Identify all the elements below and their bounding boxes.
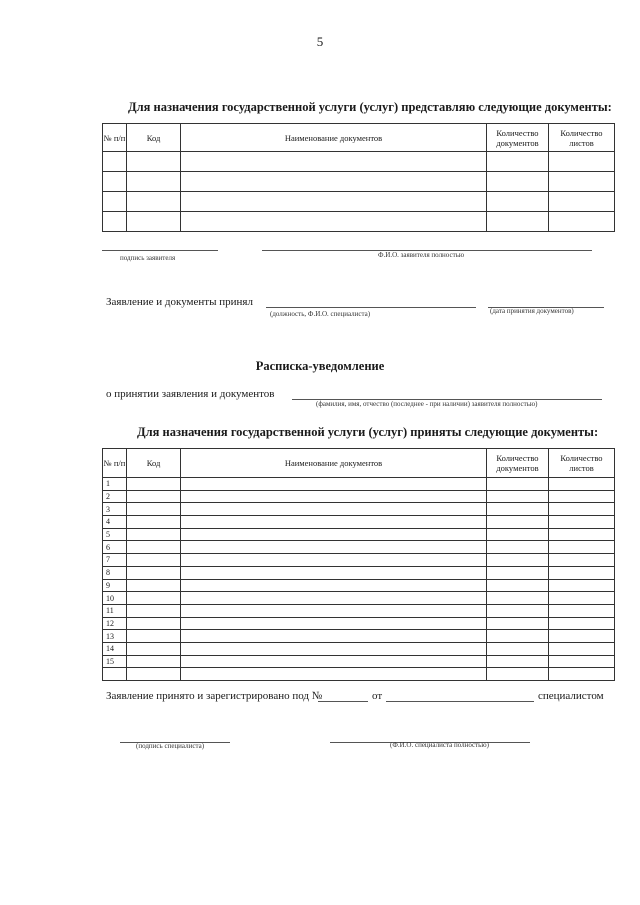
col-number-header: № п/п <box>103 449 127 478</box>
sheet-count-cell <box>549 152 615 172</box>
sheet-count-cell <box>549 541 615 554</box>
code-cell <box>127 192 181 212</box>
name-cell <box>181 617 487 630</box>
col-name-header: Наименование документов <box>181 449 487 478</box>
col-doc-count-header: Количество документов <box>487 449 549 478</box>
doc-count-cell <box>487 579 549 592</box>
table-row <box>103 528 615 541</box>
page-number: 5 <box>316 34 324 49</box>
name-cell <box>181 655 487 668</box>
name-cell <box>181 528 487 541</box>
row-number-cell: 7 <box>103 554 127 567</box>
sheet-count-cell <box>549 528 615 541</box>
sheet-count-cell <box>549 630 615 643</box>
code-cell <box>127 655 181 668</box>
registered-from-label: от <box>372 690 383 702</box>
table-row <box>103 152 615 172</box>
doc-count-cell <box>487 192 549 212</box>
table-row <box>103 554 615 567</box>
doc-count-cell <box>487 630 549 643</box>
name-cell <box>181 592 487 605</box>
name-cell <box>181 172 487 192</box>
table-row <box>103 630 615 643</box>
doc-count-cell <box>487 554 549 567</box>
sheet-count-cell <box>549 592 615 605</box>
sheet-count-cell <box>549 617 615 630</box>
code-cell <box>127 478 181 491</box>
col-number-header: № п/п <box>103 124 127 152</box>
code-cell <box>127 212 181 232</box>
sheet-count-cell <box>549 192 615 212</box>
row-number-cell: 1 <box>103 478 127 491</box>
code-cell <box>127 617 181 630</box>
applicant-fullname-caption: (фамилия, имя, отчество (последнее - при наличии) заявителя полностью) <box>316 400 538 408</box>
table-row <box>103 592 615 605</box>
doc-count-cell <box>487 212 549 232</box>
registered-specialist-label: специалистом <box>538 690 604 702</box>
row-number-cell <box>103 192 127 212</box>
name-cell <box>181 579 487 592</box>
row-number-cell: 10 <box>103 592 127 605</box>
name-cell <box>181 642 487 655</box>
row-number-cell: 9 <box>103 579 127 592</box>
doc-count-cell <box>487 478 549 491</box>
acceptance-date-caption: (дата принятия документов) <box>490 307 574 315</box>
sheet-count-cell <box>549 579 615 592</box>
sheet-count-cell <box>549 478 615 491</box>
specialist-signature-caption: (подпись специалиста) <box>136 742 205 750</box>
documents-submitted-table <box>102 123 615 232</box>
name-cell <box>181 490 487 503</box>
col-code-header: Код <box>127 449 181 478</box>
table-row <box>103 579 615 592</box>
row-number-cell: 6 <box>103 541 127 554</box>
row-number-cell: 4 <box>103 516 127 529</box>
sheet-count-cell <box>549 566 615 579</box>
doc-count-cell <box>487 503 549 516</box>
doc-count-cell <box>487 617 549 630</box>
sheet-count-cell <box>549 668 615 681</box>
code-cell <box>127 604 181 617</box>
code-cell <box>127 541 181 554</box>
row-number-cell: 3 <box>103 503 127 516</box>
name-cell <box>181 554 487 567</box>
row-number-cell <box>103 152 127 172</box>
name-cell <box>181 516 487 529</box>
table-row <box>103 516 615 529</box>
sheet-count-cell <box>549 604 615 617</box>
specialist-fio-caption: (Ф.И.О. специалиста полностью) <box>390 741 489 749</box>
name-cell <box>181 541 487 554</box>
doc-count-cell <box>487 152 549 172</box>
table-row <box>103 642 615 655</box>
table-row <box>103 503 615 516</box>
table-row <box>103 172 615 192</box>
doc-count-cell <box>487 655 549 668</box>
table-row <box>103 668 615 681</box>
row-number-cell: 12 <box>103 617 127 630</box>
receipt-heading: Расписка-уведомление <box>255 359 385 373</box>
col-name-header: Наименование документов <box>181 124 487 152</box>
code-cell <box>127 528 181 541</box>
registered-label: Заявление принято и зарегистрировано под № <box>106 690 323 702</box>
applicant-signature-caption: подпись заявителя <box>120 254 176 262</box>
receipt-about-label: о принятии заявления и документов <box>106 388 275 400</box>
table-header-row <box>103 449 615 478</box>
name-cell <box>181 668 487 681</box>
table-row <box>103 490 615 503</box>
row-number-cell: 13 <box>103 630 127 643</box>
name-cell <box>181 212 487 232</box>
name-cell <box>181 192 487 212</box>
code-cell <box>127 503 181 516</box>
row-number-cell: 5 <box>103 528 127 541</box>
col-doc-count-header: Количество документов <box>487 124 549 152</box>
doc-count-cell <box>487 668 549 681</box>
section1-heading: Для назначения государственной услуги (услуг) представляю следующие документы: <box>128 100 612 114</box>
code-cell <box>127 592 181 605</box>
documents-accepted-table <box>102 448 615 681</box>
code-cell <box>127 579 181 592</box>
sheet-count-cell <box>549 516 615 529</box>
table-row <box>103 478 615 491</box>
specialist-position-caption: (должность, Ф.И.О. специалиста) <box>270 310 371 318</box>
doc-count-cell <box>487 172 549 192</box>
name-cell <box>181 604 487 617</box>
code-cell <box>127 566 181 579</box>
sheet-count-cell <box>549 642 615 655</box>
col-sheet-count-header: Количество листов <box>549 449 615 478</box>
table-row <box>103 655 615 668</box>
doc-count-cell <box>487 566 549 579</box>
row-number-cell: 15 <box>103 655 127 668</box>
col-code-header: Код <box>127 124 181 152</box>
doc-count-cell <box>487 592 549 605</box>
sheet-count-cell <box>549 490 615 503</box>
row-number-cell <box>103 212 127 232</box>
sheet-count-cell <box>549 172 615 192</box>
row-number-cell <box>103 172 127 192</box>
section2-heading: Для назначения государственной услуги (услуг) приняты следующие документы: <box>137 425 599 439</box>
row-number-cell: 2 <box>103 490 127 503</box>
doc-count-cell <box>487 490 549 503</box>
name-cell <box>181 503 487 516</box>
name-cell <box>181 630 487 643</box>
sheet-count-cell <box>549 655 615 668</box>
sheet-count-cell <box>549 554 615 567</box>
table-row <box>103 541 615 554</box>
row-number-cell: 8 <box>103 566 127 579</box>
code-cell <box>127 172 181 192</box>
code-cell <box>127 642 181 655</box>
table-row <box>103 604 615 617</box>
doc-count-cell <box>487 528 549 541</box>
table-row <box>103 212 615 232</box>
code-cell <box>127 490 181 503</box>
applicant-fio-caption: Ф.И.О. заявителя полностью <box>378 251 465 259</box>
table-row <box>103 617 615 630</box>
code-cell <box>127 554 181 567</box>
table-row <box>103 566 615 579</box>
sheet-count-cell <box>549 212 615 232</box>
row-number-cell: 11 <box>103 604 127 617</box>
code-cell <box>127 516 181 529</box>
row-number-cell: 14 <box>103 642 127 655</box>
code-cell <box>127 152 181 172</box>
name-cell <box>181 566 487 579</box>
name-cell <box>181 152 487 172</box>
col-sheet-count-header: Количество листов <box>549 124 615 152</box>
table-row <box>103 192 615 212</box>
doc-count-cell <box>487 541 549 554</box>
name-cell <box>181 478 487 491</box>
doc-count-cell <box>487 604 549 617</box>
sheet-count-cell <box>549 503 615 516</box>
row-number-cell <box>103 668 127 681</box>
code-cell <box>127 630 181 643</box>
code-cell <box>127 668 181 681</box>
accepted-by-label: Заявление и документы принял <box>106 296 253 308</box>
doc-count-cell <box>487 516 549 529</box>
doc-count-cell <box>487 642 549 655</box>
table-header-row <box>103 124 615 152</box>
